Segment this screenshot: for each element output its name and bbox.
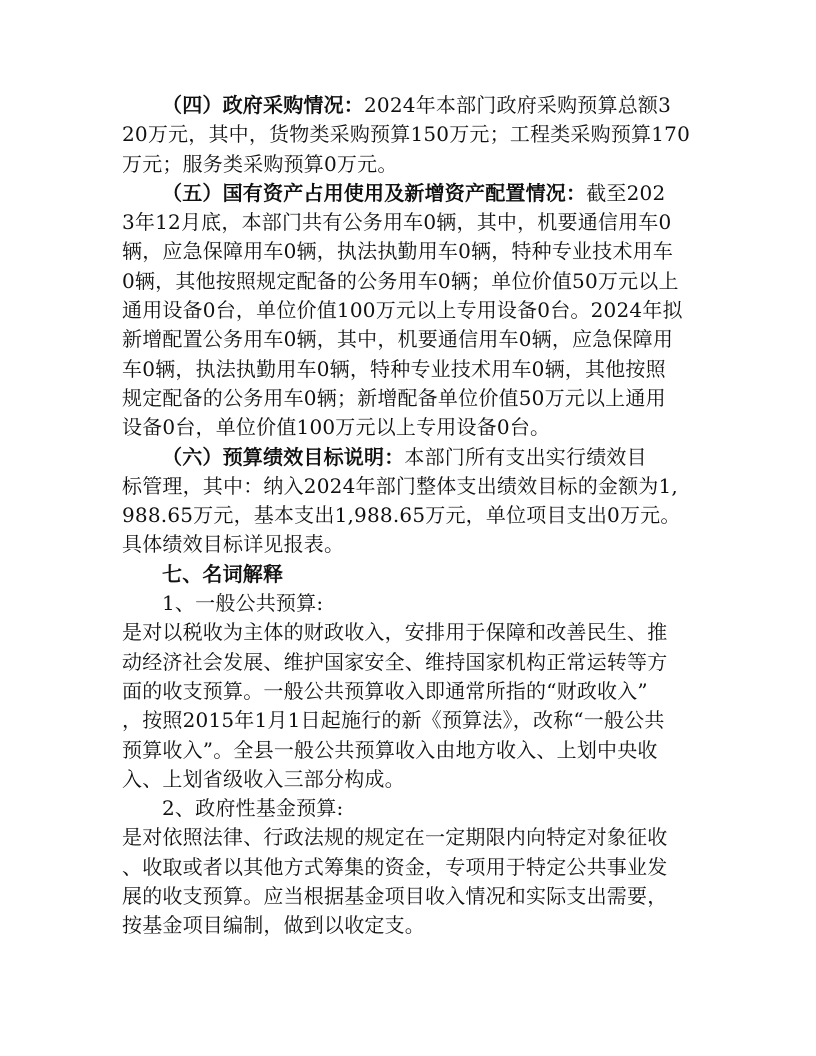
text-line: 标管理，其中：纳入2024年部门整体支出绩效目标的金额为1, [122, 473, 678, 498]
text-line: 20万元，其中，货物类采购预算150万元；工程类采购预算170 [122, 122, 690, 147]
text-line: 是对以税收为主体的财政收入，安排用于保障和改善民生、推 [122, 620, 668, 645]
text-line: 0辆，其他按照规定配备的公务用车0辆；单位价值50万元以上 [122, 268, 679, 293]
text-line: 辆，应急保障用车0辆，执法执勤用车0辆，特种专业技术用车 [122, 239, 674, 264]
text-line: 通用设备0台，单位价值100万元以上专用设备0台。2024年拟 [122, 298, 683, 323]
text-line: 设备0台，单位价值100万元以上专用设备0台。 [122, 415, 551, 440]
term-title: 1、一般公共预算: [162, 591, 324, 616]
text-line: 是对依照法律、行政法规的规定在一定期限内向特定对象征收 [122, 825, 668, 850]
text-line: （六）预算绩效目标说明：本部门所有支出实行绩效目 [162, 444, 647, 469]
term-title: 2、政府性基金预算: [162, 796, 344, 821]
section-heading: 七、名词解释 [162, 561, 284, 586]
text-line: 具体绩效目标详见报表。 [122, 532, 345, 557]
text-line: 面的收支预算。一般公共预算收入即通常所指的“财政收入” [122, 678, 648, 703]
document-page [122, 91, 700, 941]
text-line: 展的收支预算。应当根据基金项目收入情况和实际支出需要， [122, 884, 668, 909]
section-government-procurement [122, 91, 700, 179]
section-glossary [122, 560, 700, 941]
section-heading: （五）国有资产占用使用及新增资产配置情况： [162, 180, 587, 205]
section-heading: （六）预算绩效目标说明： [162, 444, 405, 469]
text-line: （五）国有资产占用使用及新增资产配置情况：截至202 [162, 180, 666, 205]
text-line: 车0辆，执法执勤用车0辆，特种专业技术用车0辆，其他按照 [122, 356, 666, 381]
text-line: 988.65万元，基本支出1,988.65万元，单位项目支出0万元。 [122, 503, 681, 528]
text-line: ，按照2015年1月1日起施行的新《预算法》，改称“一般公共 [122, 708, 665, 733]
text-line: 规定配备的公务用车0辆；新增配备单位价值50万元以上通用 [122, 385, 666, 410]
text-line: 新增配置公务用车0辆，其中，机要通信用车0辆，应急保障用 [122, 327, 674, 352]
text-line: 按基金项目编制，做到以收定支。 [122, 913, 425, 938]
section-heading: （四）政府采购情况： [162, 93, 364, 117]
section-state-assets [122, 179, 700, 443]
text-line: 预算收入”。全县一般公共预算收入由地方收入、上划中央收 [122, 737, 658, 762]
text-line: 动经济社会发展、维护国家安全、维持国家机构正常运转等方 [122, 649, 668, 674]
text-line: 万元；服务类采购预算0万元。 [122, 151, 398, 176]
text-line: （四）政府采购情况：2024年本部门政府采购预算总额3 [162, 93, 672, 117]
section-performance-goals [122, 443, 700, 560]
text-line: 入、上划省级收入三部分构成。 [122, 766, 405, 791]
text-line: 、收取或者以其他方式筹集的资金，专项用于特定公共事业发 [122, 854, 668, 879]
text-line: 3年12月底，本部门共有公务用车0辆，其中，机要通信用车0 [122, 210, 672, 235]
